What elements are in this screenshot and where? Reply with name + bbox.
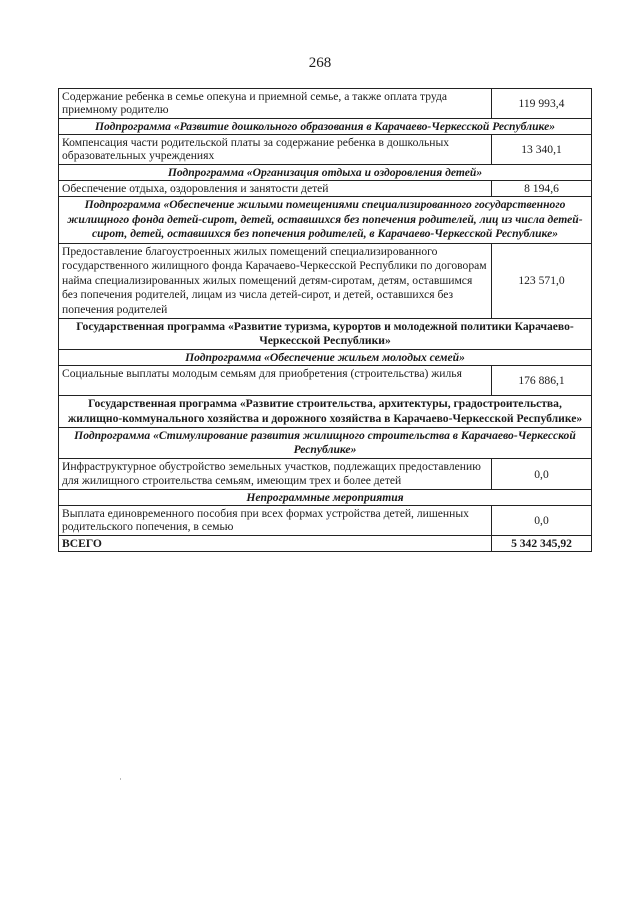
table-row [59,459,592,490]
total-label: ВСЕГО [59,536,492,552]
row-amount: 123 571,0 [492,243,592,319]
page-number: 268 [308,55,332,71]
row-description: Предоставление благоустроенных жилых помещений специализированного государственного жилищного фонда Карачаево-Черкесской Республики по договорам найма специализированных жилых помещений детям-сиротам, детям, оставшимся без попечения родителей, лицам из числа детей-сирот, и детей, оставшихся без попечения родителей [59,243,492,319]
row-description: Выплата единовременного пособия при всех формах устройства детей, лишенных родительского попечения, в семью [59,506,492,536]
table-row [59,181,592,197]
row-description: Обеспечение отдыха, оздоровления и занятости детей [59,181,492,197]
row-amount: 0,0 [492,506,592,536]
row-description: Компенсация части родительской платы за содержание ребенка в дошкольных образовательных учреждениях [59,135,492,165]
budget-table [58,88,592,552]
program-row [59,396,592,428]
row-description: Содержание ребенка в семье опекуна и приемной семье, а также оплата труда приемному родителю [59,89,492,119]
program-row [59,319,592,350]
row-amount: 119 993,4 [492,89,592,119]
subprogram-title: Подпрограмма «Стимулирование развития жилищного строительства в Карачаево-Черкесской Республике» [59,428,592,459]
subprogram-title: Подпрограмма «Развитие дошкольного образования в Карачаево-Черкесской Республике» [59,119,592,135]
total-amount: 5 342 345,92 [492,536,592,552]
subprogram-row [59,350,592,366]
table-row [59,243,592,319]
subprogram-row [59,165,592,181]
total-row [59,536,592,552]
scan-artifact [120,778,121,780]
table-row [59,135,592,165]
row-amount: 176 886,1 [492,366,592,396]
subprogram-title: Подпрограмма «Обеспечение жилыми помещениями специализированного государственного жилищного фонда детей-сирот, детей, оставшихся без попечения родителей, лиц из числа детей-сирот, детей, оставшихся без попечения родителей, в Карачаево-Черкесской Республике» [59,197,592,244]
table-row [59,366,592,396]
row-amount: 0,0 [492,459,592,490]
subprogram-title: Подпрограмма «Организация отдыха и оздоровления детей» [59,165,592,181]
subprogram-row [59,490,592,506]
subprogram-title: Непрограммные мероприятия [59,490,592,506]
subprogram-row [59,197,592,244]
program-title: Государственная программа «Развитие строительства, архитектуры, градостроительства, жилищно-коммунального хозяйства и дорожного хозяйства в Карачаево-Черкесской Республике» [59,396,592,428]
row-description: Социальные выплаты молодым семьям для приобретения (строительства) жилья [59,366,492,396]
subprogram-row [59,428,592,459]
row-amount: 8 194,6 [492,181,592,197]
row-amount: 13 340,1 [492,135,592,165]
subprogram-row [59,119,592,135]
table-row [59,506,592,536]
program-title: Государственная программа «Развитие туризма, курортов и молодежной политики Карачаево-Черкесской Республики» [59,319,592,350]
row-description: Инфраструктурное обустройство земельных участков, подлежащих предоставлению для жилищного строительства семьям, имеющим трех и более детей [59,459,492,490]
table-row [59,89,592,119]
subprogram-title: Подпрограмма «Обеспечение жильем молодых семей» [59,350,592,366]
